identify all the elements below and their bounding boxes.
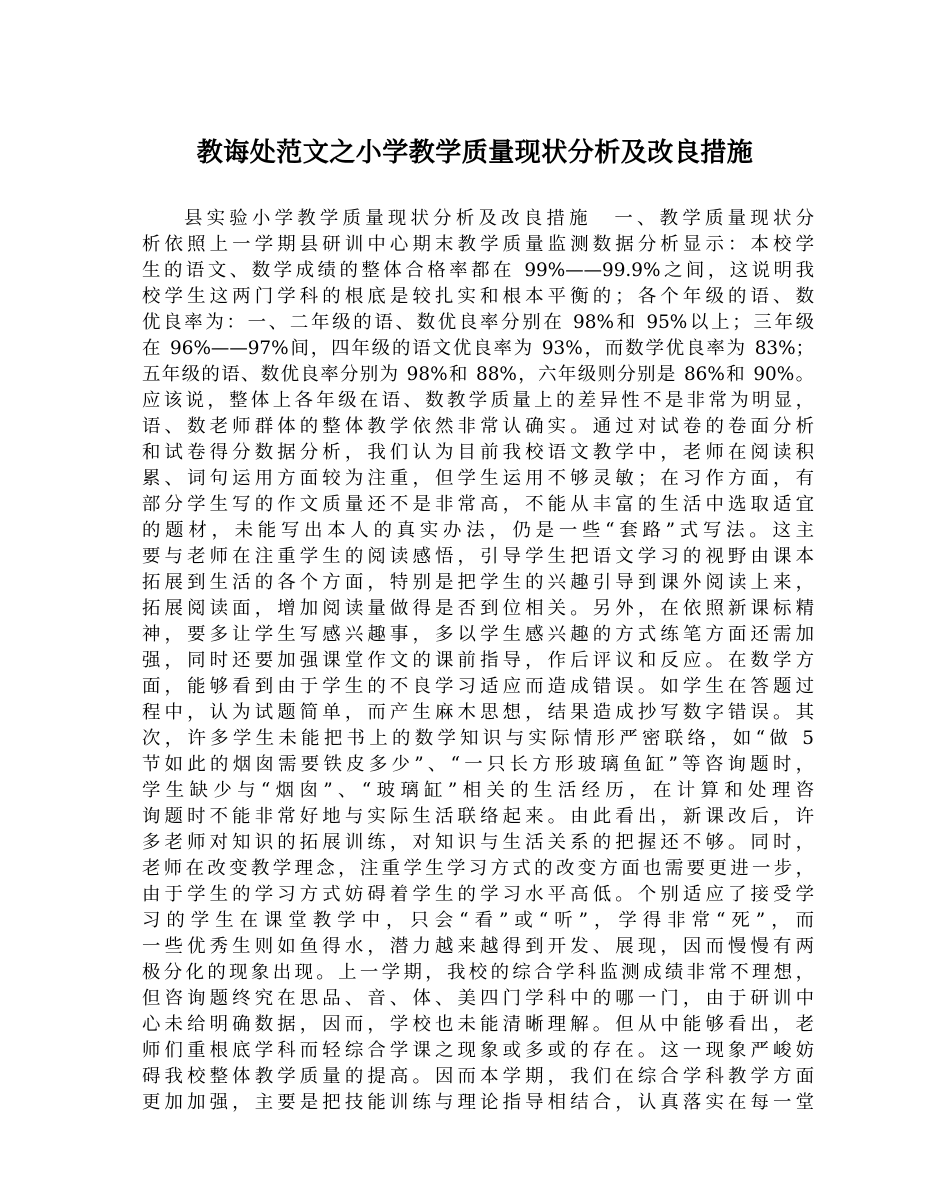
body-line: 习的学生在课堂教学中，只会“看”或“听”，学得非常“死”，而 [142,910,814,931]
document-body [142,206,814,1116]
body-line: 多老师对知识的拓展训练，对知识与生活关系的把握还不够。同时， [142,832,814,853]
document-title: 教诲处范文之小学教学质量现状分析及改良措施 [196,138,754,168]
body-line: 五年级的语、数优良率分别为 98%和 88%，六年级则分别是 86%和 90%。 [142,364,814,385]
body-line: 在 96%——97%间，四年级的语文优良率为 93%，而数学优良率为 83%； [142,338,814,359]
body-line: 析依照上一学期县研训中心期末教学质量监测数据分析显示：本校学 [142,234,814,255]
body-line: 应该说，整体上各年级在语、数教学质量上的差异性不是非常为明显， [142,390,814,411]
body-line: 优良率为：一、二年级的语、数优良率分别在 98%和 95%以上；三年级 [142,312,814,333]
body-line: 语、数老师群体的整体教学依然非常认确实。通过对试卷的卷面分析 [142,416,814,437]
body-line: 心未给明确数据，因而，学校也未能清晰理解。但从中能够看出，老 [142,1014,814,1035]
body-line: 校学生这两门学科的根底是较扎实和根本平衡的；各个年级的语、数 [142,286,814,307]
body-line: 拓展到生活的各个方面，特别是把学生的兴趣引导到课外阅读上来， [142,572,814,593]
body-line: 一些优秀生则如鱼得水，潜力越来越得到开发、展现，因而慢慢有两 [142,936,814,957]
body-line: 强，同时还要加强课堂作文的课前指导，作后评议和反应。在数学方 [142,650,814,671]
body-line: 老师在改变教学理念，注重学生学习方式的改变方面也需要更进一步， [142,858,814,879]
body-line: 次，许多学生未能把书上的数学知识与实际情形严密联络，如“做 5 [142,728,814,749]
body-line: 节如此的烟囱需要铁皮多少”、“一只长方形玻璃鱼缸”等咨询题时， [142,754,814,775]
body-line: 程中，认为试题简单，而产生麻木思想，结果造成抄写数字错误。其 [142,702,814,723]
body-line: 学生缺少与“烟囱”、“玻璃缸”相关的生活经历，在计算和处理咨 [142,780,814,801]
body-line: 部分学生写的作文质量还不是非常高，不能从丰富的生活中选取适宜 [142,494,814,515]
body-line: 拓展阅读面，增加阅读量做得是否到位相关。另外，在依照新课标精 [142,598,814,619]
body-line: 和试卷得分数据分析，我们认为目前我校语文教学中，老师在阅读积 [142,442,814,463]
body-line: 神，要多让学生写感兴趣事，多以学生感兴趣的方式练笔方面还需加 [142,624,814,645]
body-line: 要与老师在注重学生的阅读感悟，引导学生把语文学习的视野由课本 [142,546,814,567]
body-line: 的题材，未能写出本人的真实办法，仍是一些“套路”式写法。这主 [142,520,814,541]
body-line: 由于学生的学习方式妨碍着学生的学习水平高低。个别适应了接受学 [142,884,814,905]
body-line: 极分化的现象出现。上一学期，我校的综合学科监测成绩非常不理想， [142,962,814,983]
body-line: 县实验小学教学质量现状分析及改良措施 一、教学质量现状分 [184,208,814,229]
body-line: 但咨询题终究在思品、音、体、美四门学科中的哪一门，由于研训中 [142,988,814,1009]
body-line: 碍我校整体教学质量的提高。因而本学期，我们在综合学科教学方面 [142,1066,814,1087]
body-line: 更加加强，主要是把技能训练与理论指导相结合，认真落实在每一堂 [142,1092,814,1113]
body-line: 累、词句运用方面较为注重，但学生运用不够灵敏；在习作方面，有 [142,468,814,489]
body-line: 师们重根底学科而轻综合学课之现象或多或的存在。这一现象严峻妨 [142,1040,814,1061]
body-line: 询题时不能非常好地与实际生活联络起来。由此看出，新课改后，许 [142,806,814,827]
body-line: 面，能够看到由于学生的不良学习适应而造成错误。如学生在答题过 [142,676,814,697]
body-line: 生的语文、数学成绩的整体合格率都在 99%——99.9%之间，这说明我 [142,260,814,281]
